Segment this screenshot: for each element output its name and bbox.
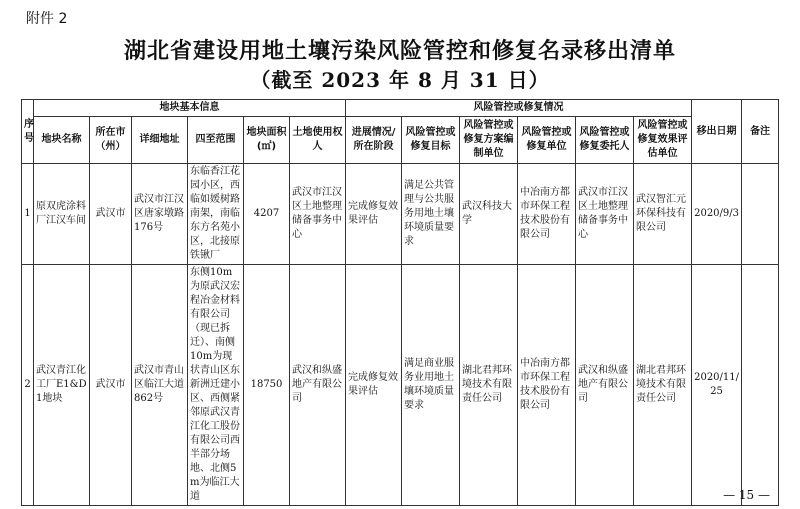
cell-client: 武汉和纵盛地产有限公司 — [576, 265, 634, 506]
header-remarks: 备注 — [742, 100, 779, 164]
cell-date: 2020/11/25 — [692, 265, 742, 506]
cell-date: 2020/9/3 — [692, 164, 742, 265]
cell-plan-unit: 武汉科技大学 — [460, 164, 518, 265]
page-number: — 15 — — [723, 488, 770, 502]
cell-eval-unit: 武汉智汇元环保科技有限公司 — [634, 164, 692, 265]
document-title: 湖北省建设用地土壤污染风险管控和修复名录移出清单 — [123, 38, 676, 64]
cell-stage: 完成修复效果评估 — [346, 265, 402, 506]
header-removal-date: 移出日期 — [692, 100, 742, 164]
col-header: 风险管控或修复单位 — [518, 117, 576, 164]
cell-name: 武汉青江化工厂E1&D1地块 — [34, 265, 90, 506]
removal-list-table — [21, 99, 779, 506]
col-header: 土地使用权人 — [290, 117, 346, 164]
cell-eval-unit: 湖北君邦环境技术有限责任公司 — [634, 265, 692, 506]
cell-target: 满足商业服务业用地土壤环境质量要求 — [402, 265, 460, 506]
col-header: 风险管控或修复目标 — [402, 117, 460, 164]
col-header: 风险管控或修复方案编制单位 — [460, 117, 518, 164]
cell-repair-unit: 中冶南方都市环保工程技术股份有限公司 — [518, 265, 576, 506]
document-subtitle: （截至 2023 年 8 月 31 日） — [250, 68, 550, 92]
cell-area: 4207 — [244, 164, 290, 265]
col-header: 风险管控或修复委托人 — [576, 117, 634, 164]
col-header: 地块面积(㎡) — [244, 117, 290, 164]
col-header: 所在市（州） — [90, 117, 132, 164]
cell-owner: 武汉市江汉区土地整理储备事务中心 — [290, 164, 346, 265]
table-row — [22, 164, 779, 265]
cell-boundary: 东临香江花园小区，西临如媛树路南架，南临东方名苑小区，北接原铁锹厂 — [188, 164, 244, 265]
cell-boundary: 东侧10m为原武汉宏程冶金材料有限公司（现已拆迁）、南侧10m为现状青山区东新洲迁建小区、西侧紧邻原武汉青江化工股份有限公司西半部分场地、北侧5m为临江大道 — [188, 265, 244, 506]
col-header: 四至范围 — [188, 117, 244, 164]
cell-remarks — [742, 164, 779, 265]
cell-owner: 武汉和纵盛地产有限公司 — [290, 265, 346, 506]
cell-name: 原双虎涂料厂江汉车间 — [34, 164, 90, 265]
cell-city: 武汉市 — [90, 265, 132, 506]
cell-target: 满足公共管理与公共服务用地土壤环境质量要求 — [402, 164, 460, 265]
cell-city: 武汉市 — [90, 164, 132, 265]
header-basic-info: 地块基本信息 — [34, 100, 346, 117]
cell-seq: 2 — [22, 265, 34, 506]
header-seq: 序号 — [22, 100, 34, 164]
cell-area: 18750 — [244, 265, 290, 506]
cell-address: 武汉市江汉区唐家墩路176号 — [132, 164, 188, 265]
cell-seq: 1 — [22, 164, 34, 265]
attachment-label: 附件 2 — [26, 11, 68, 27]
col-header: 进展情况/所在阶段 — [346, 117, 402, 164]
cell-plan-unit: 湖北君邦环境技术有限责任公司 — [460, 265, 518, 506]
cell-repair-unit: 中冶南方都市环保工程技术股份有限公司 — [518, 164, 576, 265]
cell-client: 武汉市江汉区土地整理储备事务中心 — [576, 164, 634, 265]
cell-stage: 完成修复效果评估 — [346, 164, 402, 265]
header-risk-info: 风险管控或修复情况 — [346, 100, 692, 117]
col-header: 风险管控或修复效果评估单位 — [634, 117, 692, 164]
col-header: 详细地址 — [132, 117, 188, 164]
cell-address: 武汉市青山区临江大道862号 — [132, 265, 188, 506]
col-header: 地块名称 — [34, 117, 90, 164]
table-row — [22, 265, 779, 506]
cell-remarks — [742, 265, 779, 506]
